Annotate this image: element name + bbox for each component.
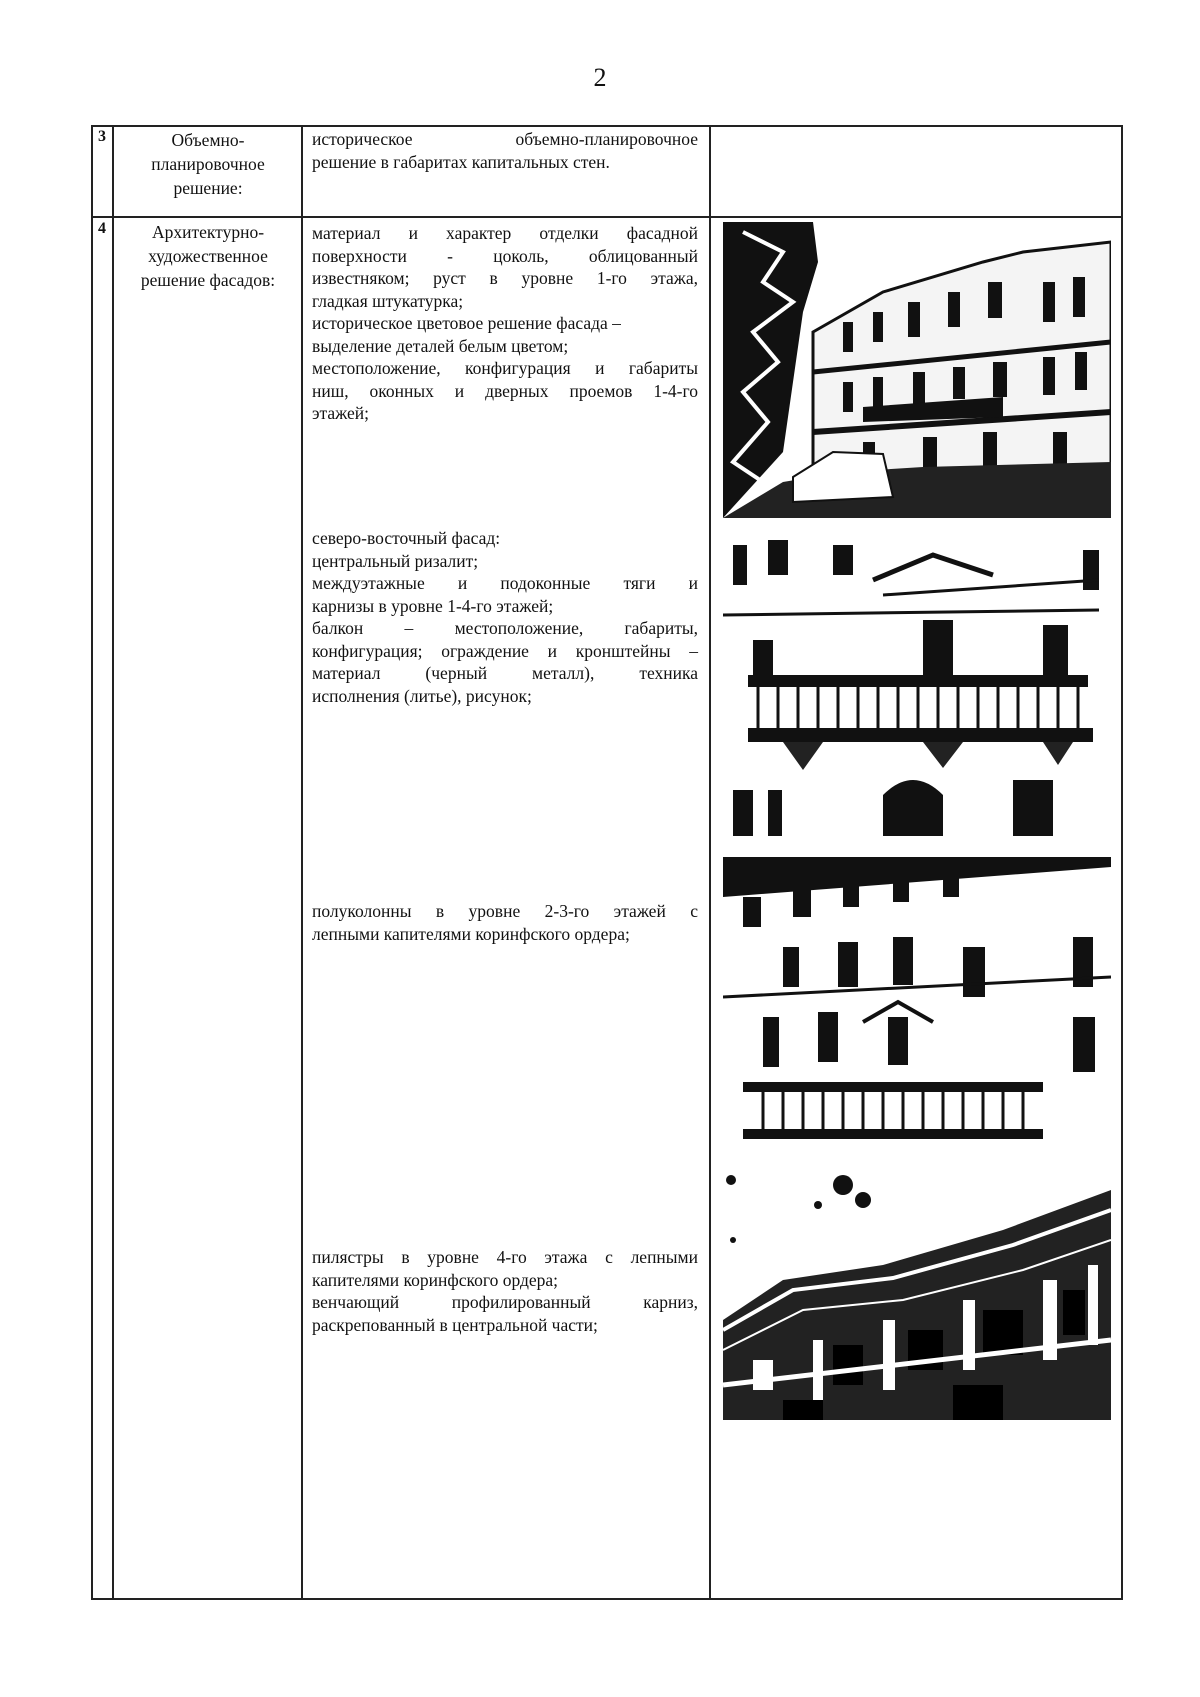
desc-line: капителями коринфского ордера; <box>312 1269 559 1290</box>
page-number: 2 <box>593 63 607 92</box>
label-line: Архитектурно- <box>151 222 265 242</box>
row-description <box>312 900 698 945</box>
row-description <box>312 527 698 707</box>
desc-line: выделение деталей белым цветом; <box>312 335 569 356</box>
row-description <box>312 128 698 173</box>
desc-line: историческое цветовое решение фасада – <box>312 313 621 333</box>
row-label <box>120 220 296 292</box>
desc-line: гладкая штукатурка; <box>312 290 464 311</box>
table-border-right <box>1121 125 1123 1600</box>
desc-line: решение в габаритах капитальных стен. <box>312 151 610 172</box>
col-divider-num <box>112 125 114 1600</box>
desc-line: центральный ризалит; <box>312 550 479 571</box>
desc-line: материал (черный металл), техника <box>312 663 698 683</box>
desc-line: полуколонны в уровне 2-3-го этажей с <box>312 901 698 921</box>
col-divider-label <box>301 125 303 1600</box>
label-line: планировочное <box>151 154 265 174</box>
pilasters-photo <box>723 1170 1111 1420</box>
desc-line: лепными капителями коринфского ордера; <box>312 923 630 944</box>
desc-line: этажей; <box>312 403 369 423</box>
desc-line: конфигурация; ограждение и кронштейны – <box>312 640 698 661</box>
desc-line: историческое объемно-планировочное <box>312 129 698 149</box>
desc-line: ниш, оконных и дверных проемов 1-4-го <box>312 380 698 401</box>
row-divider <box>91 216 1123 218</box>
desc-line: междуэтажные и подоконные тяги и <box>312 573 698 593</box>
desc-line: карнизы в уровне 1-4-го этажей; <box>312 595 554 616</box>
desc-line: известняком; руст в уровне 1-го этажа, <box>312 268 698 288</box>
desc-line: раскрепованный в центральной части; <box>312 1314 598 1335</box>
desc-line: местоположение, конфигурация и габариты <box>312 358 698 378</box>
label-line: Объемно- <box>171 130 245 150</box>
row-description <box>312 1246 698 1336</box>
table-border-top <box>91 125 1123 127</box>
desc-line: материал и характер отделки фасадной <box>312 223 698 243</box>
desc-line: венчающий профилированный карниз, <box>312 1292 698 1312</box>
desc-line: поверхности - цоколь, облицованный <box>312 245 698 266</box>
row-number: 4 <box>98 220 106 237</box>
row-number: 3 <box>98 128 106 145</box>
label-line: решение фасадов: <box>140 270 276 290</box>
table-border-bottom <box>91 1598 1123 1600</box>
desc-line: пилястры в уровне 4-го этажа с лепными <box>312 1247 698 1267</box>
col-divider-desc <box>709 125 711 1600</box>
row-description <box>312 222 698 425</box>
columns-photo <box>723 857 1111 1147</box>
row-label <box>120 128 296 200</box>
desc-line: балкон – местоположение, габариты, <box>312 618 698 638</box>
label-line: художественное <box>148 246 268 266</box>
desc-line: исполнения (литье), рисунок; <box>312 685 532 706</box>
table-border-left <box>91 125 93 1600</box>
facade-photo-1 <box>723 222 1111 518</box>
desc-line: северо-восточный фасад: <box>312 528 501 548</box>
label-line: решение: <box>173 178 243 198</box>
balcony-photo <box>723 540 1099 836</box>
